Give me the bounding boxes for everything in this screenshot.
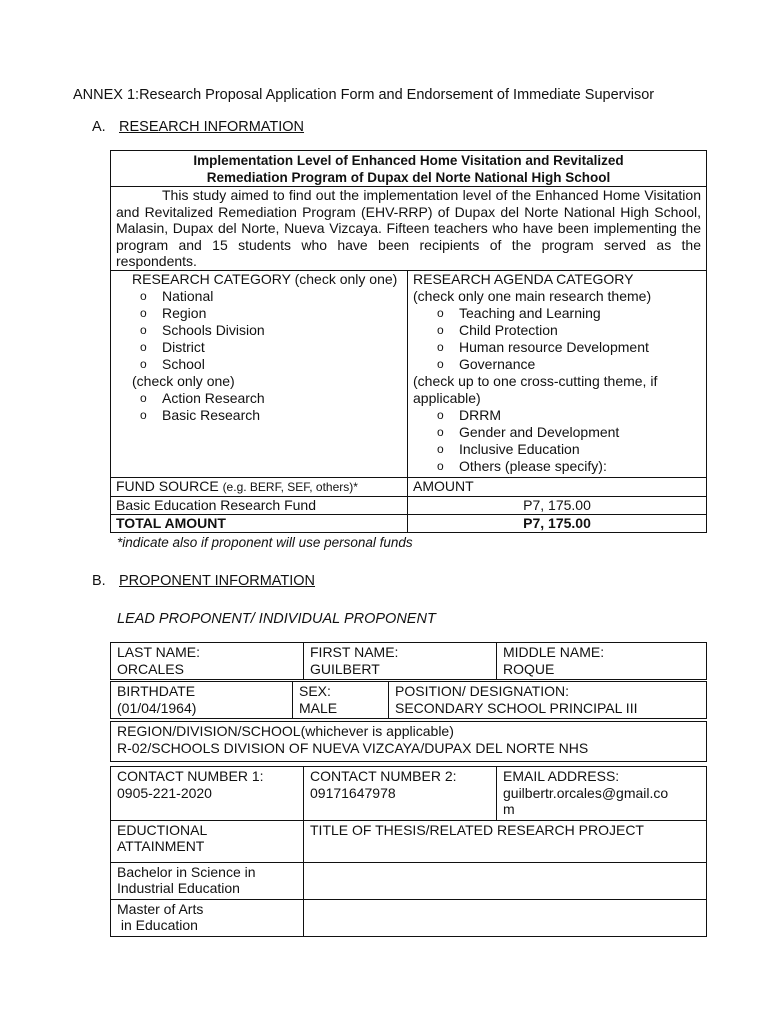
- degree-1-line-2: Industrial Education: [117, 880, 240, 896]
- degree-1-line-1: Bachelor in Science in: [117, 863, 256, 880]
- region-value: R-02/SCHOOLS DIVISION OF NUEVA VIZCAYA/DUPAX DEL NORTE NHS: [117, 739, 589, 756]
- region-label: REGION/DIVISION/SCHOOL(whichever is applicable): [117, 723, 454, 739]
- research-type-options: [116, 390, 402, 424]
- fund-amount: P7, 175.00: [408, 496, 707, 514]
- thesis-header-cell: TITLE OF THESIS/RELATED RESEARCH PROJECT: [304, 820, 707, 862]
- email-label: EMAIL ADDRESS:: [503, 768, 620, 784]
- cross-cutting-options: [413, 407, 701, 475]
- research-category-options: [116, 288, 402, 373]
- sex-value: MALE: [299, 699, 338, 716]
- type-option[interactable]: [116, 407, 402, 424]
- position-value: SECONDARY SCHOOL PRINCIPAL III: [395, 699, 638, 716]
- middle-name-label: MIDDLE NAME:: [503, 644, 605, 660]
- agenda-option-label: Child Protection: [459, 321, 558, 338]
- first-name-label: FIRST NAME:: [310, 644, 399, 660]
- section-a-title: RESEARCH INFORMATION: [119, 119, 305, 135]
- research-category-heading: RESEARCH CATEGORY (check only one): [132, 270, 398, 287]
- fund-name: Basic Education Research Fund: [111, 496, 408, 514]
- section-a-letter: A.: [92, 119, 106, 135]
- position-label: POSITION/ DESIGNATION:: [395, 683, 569, 699]
- degree-2-line-2: in Education: [117, 917, 198, 933]
- checkbox-circle-icon: o: [140, 356, 147, 371]
- research-type-note: (check only one): [132, 372, 235, 389]
- fund-footnote: *indicate also if proponent will use personal funds: [117, 535, 413, 550]
- region-cell[interactable]: [111, 722, 707, 762]
- category-option[interactable]: [116, 288, 402, 305]
- checkbox-circle-icon: o: [437, 305, 444, 320]
- category-option[interactable]: [116, 356, 402, 373]
- section-b-letter: B.: [92, 573, 106, 589]
- contact2-value: 09171647978: [310, 784, 396, 801]
- category-option-label: National: [162, 287, 214, 304]
- research-agenda-cell: [408, 270, 707, 477]
- amount-header: AMOUNT: [408, 477, 707, 496]
- type-option[interactable]: [116, 390, 402, 407]
- category-option[interactable]: [116, 339, 402, 356]
- agenda-option-label: Human resource Development: [459, 338, 649, 355]
- annex-title: ANNEX 1:Research Proposal Application Form and Endorsement of Immediate Supervisor: [73, 87, 655, 103]
- agenda-option[interactable]: [413, 356, 701, 373]
- type-option-label: Action Research: [162, 389, 265, 406]
- fund-source-example: (e.g. BERF, SEF, others)*: [222, 479, 358, 494]
- middle-name-cell[interactable]: [497, 643, 707, 680]
- thesis-2-cell[interactable]: [304, 899, 707, 936]
- checkbox-circle-icon: o: [140, 288, 147, 303]
- research-title-cell: [111, 151, 707, 187]
- section-b-title: PROPONENT INFORMATION: [119, 573, 316, 589]
- lead-proponent-heading: LEAD PROPONENT/ INDIVIDUAL PROPONENT: [117, 611, 436, 627]
- sex-label: SEX:: [299, 683, 331, 699]
- agenda-heading-1: RESEARCH AGENDA CATEGORY: [413, 270, 634, 287]
- checkbox-circle-icon: o: [140, 305, 147, 320]
- research-information-table: [110, 150, 707, 533]
- degree-2-line-1: Master of Arts: [117, 900, 204, 917]
- proponent-birth-table: [110, 681, 707, 719]
- checkbox-circle-icon: o: [140, 339, 147, 354]
- category-option-label: School: [162, 355, 205, 372]
- cross-option-label: DRRM: [459, 406, 501, 423]
- agenda-option[interactable]: [413, 339, 701, 356]
- research-title-line-2: Remediation Program of Dupax del Norte National High School: [206, 170, 611, 185]
- category-option[interactable]: [116, 305, 402, 322]
- agenda-options: [413, 305, 701, 373]
- total-amount-value: P7, 175.00: [408, 514, 707, 532]
- checkbox-circle-icon: o: [437, 424, 444, 439]
- category-option-label: Region: [162, 304, 207, 321]
- agenda-option[interactable]: [413, 322, 701, 339]
- email-value-line-2: m: [503, 801, 515, 817]
- checkbox-circle-icon: o: [140, 390, 147, 405]
- last-name-cell[interactable]: [111, 643, 304, 680]
- last-name-label: LAST NAME:: [117, 644, 200, 660]
- checkbox-circle-icon: o: [140, 322, 147, 337]
- proponent-region-table: [110, 721, 707, 762]
- agenda-option[interactable]: [413, 305, 701, 322]
- agenda-heading-2: (check only one main research theme): [413, 287, 652, 304]
- checkbox-circle-icon: o: [437, 407, 444, 422]
- contact1-value: 0905-221-2020: [117, 784, 212, 801]
- proponent-contact-table: [110, 766, 707, 937]
- email-cell[interactable]: [497, 767, 707, 821]
- birthdate-cell[interactable]: [111, 682, 293, 719]
- degree-2-cell[interactable]: [111, 899, 304, 936]
- checkbox-circle-icon: o: [437, 356, 444, 371]
- last-name-value: ORCALES: [117, 660, 184, 677]
- category-option-label: District: [162, 338, 205, 355]
- thesis-1-cell[interactable]: [304, 862, 707, 899]
- cross-cutting-note: (check up to one cross-cutting theme, if applicable): [413, 372, 658, 406]
- cross-option-label: Others (please specify):: [459, 457, 607, 474]
- checkbox-circle-icon: o: [437, 441, 444, 456]
- education-header-cell: [111, 820, 304, 862]
- contact1-cell[interactable]: [111, 767, 304, 821]
- cross-option[interactable]: [413, 424, 701, 441]
- checkbox-circle-icon: o: [140, 407, 147, 422]
- research-title-line-1: Implementation Level of Enhanced Home Visitation and Revitalized: [193, 153, 624, 168]
- cross-option-label: Gender and Development: [459, 423, 620, 440]
- position-cell[interactable]: [389, 682, 707, 719]
- research-abstract-cell: [111, 187, 707, 271]
- research-category-cell: [111, 270, 408, 477]
- cross-option[interactable]: [413, 407, 701, 424]
- birthdate-value: (01/04/1964): [117, 699, 197, 716]
- cross-option-label: Inclusive Education: [459, 440, 580, 457]
- education-label-line-1: EDUCTIONAL: [117, 821, 208, 838]
- fund-source-label: FUND SOURCE: [116, 477, 219, 494]
- category-option[interactable]: [116, 322, 402, 339]
- total-amount-label: TOTAL AMOUNT: [111, 514, 408, 532]
- degree-1-cell[interactable]: [111, 862, 304, 899]
- section-a-heading: [92, 119, 304, 135]
- cross-option[interactable]: [413, 458, 701, 475]
- sex-cell[interactable]: [293, 682, 389, 719]
- section-b-heading: [92, 573, 315, 589]
- research-abstract: This study aimed to find out the implementation level of the Enhanced Home Visitation and Revitalized Remediation Program (EHV-RRP) of Dupax del Norte National High School, Malasin, Dupax del Norte, Nueva Vizcaya. Fifteen teachers who have been implementing the program and 15 students who have been recipients of the program served as the respondents.: [116, 187, 701, 269]
- email-value-line-1: guilbertr.orcales@gmail.co: [503, 784, 669, 801]
- category-option-label: Schools Division: [162, 321, 265, 338]
- type-option-label: Basic Research: [162, 406, 261, 423]
- contact2-label: CONTACT NUMBER 2:: [310, 768, 457, 784]
- birthdate-label: BIRTHDATE: [117, 683, 196, 699]
- proponent-name-table: [110, 642, 707, 680]
- first-name-cell[interactable]: [304, 643, 497, 680]
- checkbox-circle-icon: o: [437, 458, 444, 473]
- fund-source-header: [111, 477, 408, 496]
- contact1-label: CONTACT NUMBER 1:: [117, 768, 264, 784]
- cross-option[interactable]: [413, 441, 701, 458]
- contact2-cell[interactable]: [304, 767, 497, 821]
- first-name-value: GUILBERT: [310, 660, 380, 677]
- agenda-option-label: Governance: [459, 355, 536, 372]
- checkbox-circle-icon: o: [437, 339, 444, 354]
- agenda-option-label: Teaching and Learning: [459, 304, 601, 321]
- checkbox-circle-icon: o: [437, 322, 444, 337]
- education-label-line-2: ATTAINMENT: [117, 838, 205, 854]
- middle-name-value: ROQUE: [503, 660, 555, 677]
